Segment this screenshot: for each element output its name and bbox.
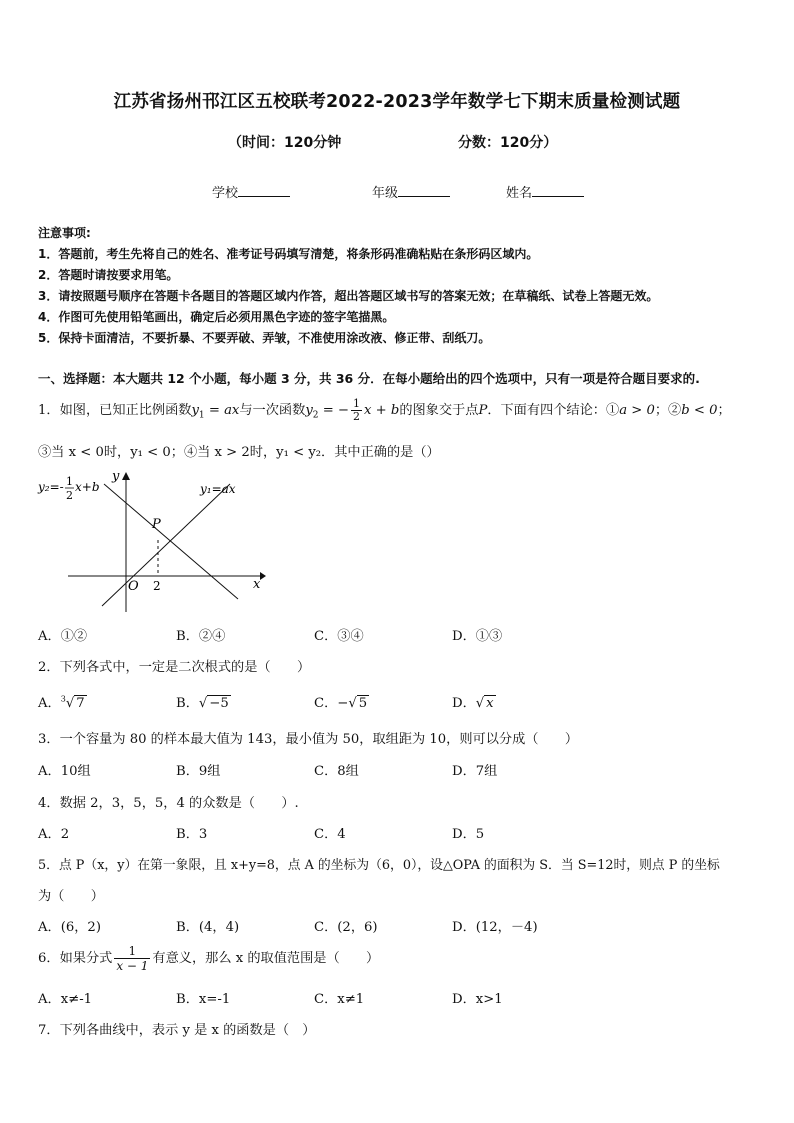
question-5-line-1: 5．点 P（x，y）在第一象限，且 x+y=8，点 A 的坐标为（6，0），设△OPA 的面积为 S．当 S=12时，则点 P 的坐标: [38, 858, 720, 873]
question-1-line-2: ③当 x < 0时，y₁ < 0；④当 x > 2时，y₁ < y₂．其中正确的是（）: [38, 445, 440, 460]
q6-option-c[interactable]: C．x≠1: [314, 992, 365, 1007]
q2-option-b[interactable]: B．√ −5: [176, 696, 229, 711]
q4-option-d[interactable]: D．5: [452, 827, 485, 842]
y2-frac-num: 1: [66, 475, 73, 488]
y2-frac-den: 2: [66, 489, 73, 502]
question-5-line-2: 为（ ）: [38, 889, 104, 904]
origin-label: O: [128, 579, 139, 594]
q2-option-c[interactable]: C．−√ 5: [314, 696, 368, 711]
q1-option-a[interactable]: A．①②: [38, 629, 88, 644]
school-field: [212, 182, 290, 201]
note-item: 1．答题前，考生先将自己的姓名、准考证号码填写清楚，将条形码准确粘贴在条形码区域内。: [38, 247, 539, 261]
q3-option-b[interactable]: B．9组: [176, 764, 221, 779]
x-axis-label: x: [253, 577, 261, 592]
y2-label-a: y₂=-: [38, 480, 64, 494]
grade-blank[interactable]: [398, 184, 450, 197]
grade-field: [372, 182, 450, 201]
q3-option-d[interactable]: D．7组: [452, 764, 498, 779]
note-item: 3．请按照题号顺序在答题卡各题目的答题区域内作答，超出答题区域书写的答案无效；在草稿纸、试卷上答题无效。: [38, 289, 659, 303]
q5-option-c[interactable]: C．(2，6): [314, 920, 378, 935]
q4-option-c[interactable]: C．4: [314, 827, 346, 842]
q1-option-d[interactable]: D．①③: [452, 629, 503, 644]
name-field: [506, 182, 584, 201]
exam-time: （时间：120分钟: [228, 135, 342, 151]
q4-option-b[interactable]: B．3: [176, 827, 208, 842]
question-7: 7．下列各曲线中，表示 y 是 x 的函数是（ ）: [38, 1023, 316, 1038]
point-p-label: P: [152, 517, 161, 532]
name-label: 姓名: [506, 186, 533, 201]
question-6: 6．如果分式 $\frac{1}{x - 1}$ 有意义，那么 x 的取值范围是（ ）: [38, 944, 380, 973]
grade-label: 年级: [372, 186, 399, 201]
y-axis-label: y: [112, 469, 120, 484]
tick-label: 2: [153, 579, 161, 593]
y1-label: y₁=ax: [200, 482, 236, 496]
q4-option-a[interactable]: A．2: [38, 827, 70, 842]
x-axis-arrow-icon: [260, 572, 266, 580]
q5-option-d[interactable]: D．(12，－4): [452, 920, 538, 935]
q3-option-c[interactable]: C．8组: [314, 764, 359, 779]
school-blank[interactable]: [238, 184, 290, 197]
line-y1: [102, 484, 230, 606]
q5-option-a[interactable]: A．(6，2): [38, 920, 101, 935]
q5-option-b[interactable]: B．(4，4): [176, 920, 240, 935]
note-item: 2．答题时请按要求用笔。: [38, 268, 179, 282]
question-1-line-1: 1．如图，已知正比例函数$y_1$ = ax与一次函数$y_2$ = − $\frac{1}{2}$ x + b的图象交于点P．下面有四个结论：①a > 0；②b < 0；: [38, 397, 731, 423]
q2-option-a[interactable]: A．$^3$√ 7: [38, 694, 85, 711]
q1-option-c[interactable]: C．③④: [314, 629, 364, 644]
name-blank[interactable]: [532, 184, 584, 197]
q6-option-b[interactable]: B．x=-1: [176, 992, 231, 1007]
line-y2: [104, 484, 238, 599]
question-3: 3．一个容量为 80 的样本最大值为 143，最小值为 50，取组距为 10，则可以分成（ ）: [38, 732, 579, 747]
q6-option-d[interactable]: D．x>1: [452, 992, 503, 1007]
q1-option-b[interactable]: B．②④: [176, 629, 226, 644]
q6-option-a[interactable]: A．x≠-1: [38, 992, 93, 1007]
note-item: 4．作图可先使用铅笔画出，确定后必须用黑色字迹的签字笔描黑。: [38, 310, 395, 324]
function-graph: [36, 466, 268, 616]
q3-option-a[interactable]: A．10组: [38, 764, 91, 779]
fraction: $\frac{1}{2}$: [352, 397, 360, 423]
school-label: 学校: [212, 186, 239, 201]
section-heading: 一、选择题：本大题共 12 个小题，每小题 3 分，共 36 分．在每小题给出的四个选项中，只有一项是符合题目要求的.: [38, 371, 700, 386]
exam-title: 江苏省扬州邗江区五校联考2022-2023学年数学七下期末质量检测试题: [113, 92, 681, 112]
q2-option-d[interactable]: D．√ x: [452, 696, 494, 711]
question-2: 2．下列各式中，一定是二次根式的是（ ）: [38, 660, 311, 675]
fraction: $\frac{1}{x - 1}$: [116, 944, 149, 973]
question-4: 4．数据 2，3，5，5，4 的众数是（ ）.: [38, 796, 299, 811]
note-item: 5．保持卡面清洁，不要折暴、不要弄破、弄皱，不准使用涂改液、修正带、刮纸刀。: [38, 331, 491, 345]
notes-heading: 注意事项:: [38, 226, 91, 240]
y-axis-arrow-icon: [122, 472, 130, 480]
exam-score: 分数：120分）: [458, 135, 558, 151]
y2-label-b: x+b: [75, 480, 100, 494]
